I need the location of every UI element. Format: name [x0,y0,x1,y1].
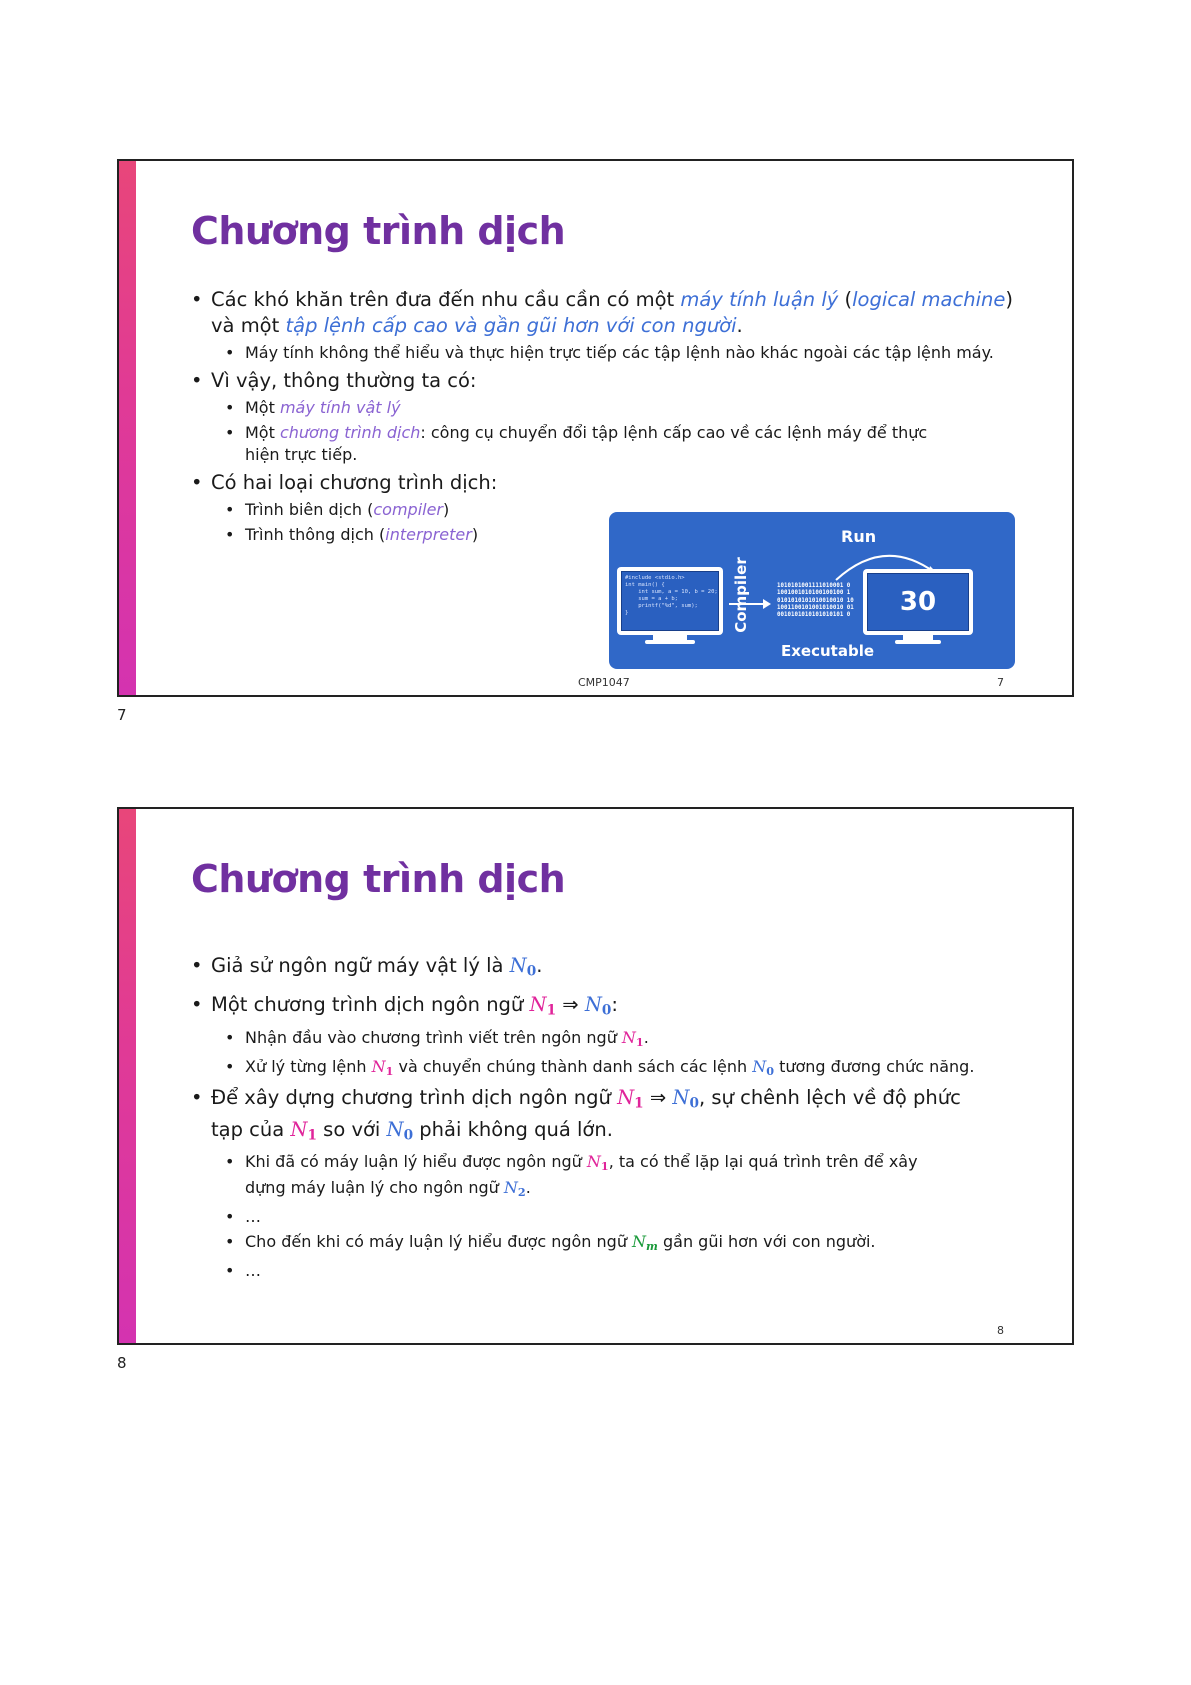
compiler-diagram [609,512,1015,669]
highlight-physical-machine: máy tính vật lý [279,398,401,417]
sub-bullet-ellipsis: • … [223,1260,991,1282]
text: gần gũi hơn với con người. [657,1231,876,1251]
highlight-compiler: compiler [373,500,443,519]
highlight-interpreter: interpreter [385,525,472,544]
page-number: 8 [117,1354,127,1372]
bullet-translator [189,992,1052,1081]
text: , ta có thể lặp lại quá trình trên để xây dựng máy luận lý cho ngôn ngữ [245,1152,918,1198]
slide-7 [117,159,1074,697]
source-code: #include <stdio.h> int main() { int sum, a = 10, b = 20; sum = a + b; printf("%d", sum); } [625,575,718,616]
highlight-translator: chương trình dịch [279,423,421,442]
slide-number: 7 [997,676,1004,689]
text: so với [316,1117,387,1141]
source-monitor-icon [617,567,723,635]
sub-bullet-ellipsis: • … [223,1206,991,1228]
math-n1: $N_1$ [371,1056,394,1078]
text: , sự chênh lệch về độ phức tạp của [211,1086,961,1141]
slide-body [189,287,1052,550]
text: ) [471,525,479,544]
text: ) [1005,288,1013,311]
text: Một [245,398,280,417]
sub-bullet-repeat [223,1151,935,1203]
output-value: 30 [899,587,937,617]
bullet-therefore [189,368,1052,466]
text: Trình biên dịch ( [245,500,374,519]
slide-body [189,953,1052,1286]
monitor-base [645,640,695,644]
text: Một [245,423,280,442]
arrow-icon [729,598,771,610]
bullet-machine-language [189,953,1052,984]
text: ( [838,288,853,311]
bullet-complexity [189,1085,991,1281]
text: . [643,1027,649,1047]
math-n1: $N_1$ [529,993,557,1019]
sub-bullet-physical-machine [223,397,1052,419]
run-label: Run [841,527,877,546]
math-n0: $N_0$ [509,954,537,980]
text: Khi đã có máy luận lý hiểu được ngôn ngữ [245,1152,587,1172]
text: tương đương chức năng. [773,1056,975,1076]
compiler-label: Compiler [732,557,750,633]
page-number: 7 [117,706,127,724]
executable-label: Executable [781,642,875,660]
text: Cho đến khi có máy luận lý hiểu được ngôn ngữ [245,1231,633,1251]
text: Giả sử ngôn ngữ máy vật lý là [211,954,510,977]
highlight-high-level-instructions: tập lệnh cấp cao và gần gũi hơn với con người [285,314,737,337]
text: . [536,954,543,977]
text: : [611,993,618,1017]
math-n1: $N_1$ [617,1086,644,1112]
binary-code: 1010101001111010001 0 1001001010100100100 1 0101010101010010010 10 1001100101001010010 01 0010101010101010101 0 [777,583,854,619]
math-n1: $N_1$ [621,1027,644,1049]
text: và chuyển chúng thành danh sách các lệnh [393,1056,753,1076]
highlight-logical-machine-vi: máy tính luận lý [680,288,839,311]
sub-bullet-translator [223,422,935,466]
slide-title: Chương trình dịch [191,857,566,901]
text: Nhận đầu vào chương trình viết trên ngôn ngữ [245,1027,622,1047]
sub-bullet-machine-instructions: • Máy tính không thể hiểu và thực hiện trực tiếp các tập lệnh nào khác ngoài các tập lệnh máy. [223,342,1052,364]
text: Vì vậy, thông thường ta có: [211,369,477,392]
text: Để xây dựng chương trình dịch ngôn ngữ [211,1086,618,1110]
math-n2: $N_2$ [503,1178,526,1199]
text: : công cụ chuyển đổi tập lệnh cấp cao về các lệnh máy để thực hiện trực tiếp. [245,423,928,464]
math-n1: $N_1$ [290,1117,317,1144]
slide-title: Chương trình dịch [191,209,566,253]
math-nm: $N_m$ [632,1231,658,1253]
text: . [736,314,743,337]
math-n0: $N_0$ [584,993,612,1019]
slide-8 [117,807,1074,1345]
implies-symbol: ⇒ [556,993,585,1017]
text: . [525,1178,531,1198]
math-n0: $N_0$ [386,1117,414,1144]
sub-bullet-process [223,1056,1052,1082]
course-code: CMP1047 [578,676,630,689]
sub-bullet-input [223,1027,1052,1053]
math-n1: $N_1$ [586,1152,609,1174]
math-n0: $N_0$ [672,1086,699,1112]
text: Các khó khăn trên đưa đến nhu cầu cần có một [211,288,681,311]
accent-bar [119,161,136,695]
highlight-logical-machine-en: logical machine [852,288,1006,311]
math-n0: $N_0$ [752,1056,774,1078]
text: và một [211,314,286,337]
accent-bar [119,809,136,1343]
text: Trình thông dịch ( [245,525,386,544]
text: Có hai loại chương trình dịch: [211,471,498,494]
text: ) [443,500,450,519]
monitor-base [895,640,941,644]
text: Một chương trình dịch ngôn ngữ [211,993,530,1017]
implies-symbol: ⇒ [643,1086,673,1110]
sub-bullet-until [223,1231,991,1257]
text: Xử lý từng lệnh [245,1056,372,1076]
output-monitor-icon [863,569,973,635]
slide-number: 8 [997,1324,1004,1337]
bullet-logical-machine [189,287,1052,364]
text: phải không quá lớn. [413,1117,613,1141]
